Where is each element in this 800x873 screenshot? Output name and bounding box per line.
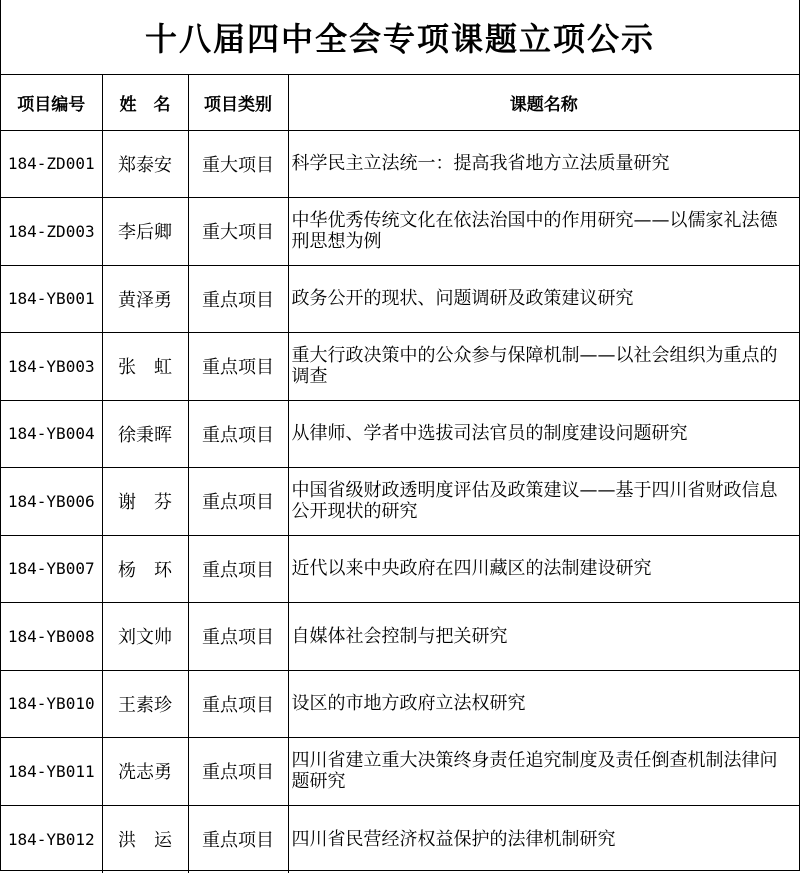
project-code: 184-YB010 — [1, 670, 102, 738]
applicant-name: 张 虹 — [102, 333, 188, 401]
table-row — [1, 198, 799, 266]
project-code: 184-YB012 — [1, 805, 102, 873]
page-title: 十八届四中全会专项课题立项公示 — [1, 0, 799, 75]
project-code: 184-YB004 — [1, 400, 102, 468]
table-row — [1, 265, 799, 333]
applicant-name: 黄泽勇 — [102, 265, 188, 333]
header-topic: 课题名称 — [288, 75, 799, 130]
project-topic: 重大行政决策中的公众参与保障机制——以社会组织为重点的调查 — [288, 333, 799, 401]
table-row — [1, 670, 799, 738]
table-header-row — [1, 75, 799, 130]
project-topic: 中国省级财政透明度评估及政策建议——基于四川省财政信息公开现状的研究 — [288, 468, 799, 536]
header-code: 项目编号 — [1, 75, 102, 130]
project-topic: 自媒体社会控制与把关研究 — [288, 603, 799, 671]
project-type: 重点项目 — [188, 738, 288, 806]
project-topic: 四川省民营经济权益保护的法律机制研究 — [288, 805, 799, 873]
project-code: 184-YB011 — [1, 738, 102, 806]
table-row — [1, 535, 799, 603]
project-code: 184-YB001 — [1, 265, 102, 333]
project-code: 184-YB006 — [1, 468, 102, 536]
project-type: 重大项目 — [188, 198, 288, 266]
project-type: 重点项目 — [188, 670, 288, 738]
table-row — [1, 333, 799, 401]
applicant-name: 谢 芬 — [102, 468, 188, 536]
applicant-name: 郑泰安 — [102, 130, 188, 198]
table-row — [1, 805, 799, 873]
project-topic: 科学民主立法统一：提高我省地方立法质量研究 — [288, 130, 799, 198]
applicant-name: 刘文帅 — [102, 603, 188, 671]
table-row — [1, 400, 799, 468]
project-type: 重大项目 — [188, 130, 288, 198]
table-row — [1, 468, 799, 536]
project-type: 重点项目 — [188, 400, 288, 468]
project-type: 重点项目 — [188, 265, 288, 333]
project-type: 重点项目 — [188, 535, 288, 603]
table-row — [1, 603, 799, 671]
project-topic: 从律师、学者中选拔司法官员的制度建设问题研究 — [288, 400, 799, 468]
applicant-name: 李后卿 — [102, 198, 188, 266]
header-type: 项目类别 — [188, 75, 288, 130]
project-type: 重点项目 — [188, 468, 288, 536]
applicant-name: 洪 运 — [102, 805, 188, 873]
applicant-name: 王素珍 — [102, 670, 188, 738]
applicant-name: 徐秉晖 — [102, 400, 188, 468]
project-code: 184-YB003 — [1, 333, 102, 401]
applicant-name: 冼志勇 — [102, 738, 188, 806]
project-topic: 设区的市地方政府立法权研究 — [288, 670, 799, 738]
table-row — [1, 130, 799, 198]
project-type: 重点项目 — [188, 333, 288, 401]
project-code: 184-ZD001 — [1, 130, 102, 198]
project-type: 重点项目 — [188, 603, 288, 671]
header-name: 姓 名 — [102, 75, 188, 130]
project-code: 184-YB008 — [1, 603, 102, 671]
project-topic: 中华优秀传统文化在依法治国中的作用研究——以儒家礼法德刑思想为例 — [288, 198, 799, 266]
project-table — [1, 75, 799, 873]
project-topic: 近代以来中央政府在四川藏区的法制建设研究 — [288, 535, 799, 603]
project-topic: 政务公开的现状、问题调研及政策建议研究 — [288, 265, 799, 333]
project-code: 184-ZD003 — [1, 198, 102, 266]
table-row — [1, 738, 799, 806]
applicant-name: 杨 环 — [102, 535, 188, 603]
project-type: 重点项目 — [188, 805, 288, 873]
project-topic: 四川省建立重大决策终身责任追究制度及责任倒查机制法律问题研究 — [288, 738, 799, 806]
project-code: 184-YB007 — [1, 535, 102, 603]
